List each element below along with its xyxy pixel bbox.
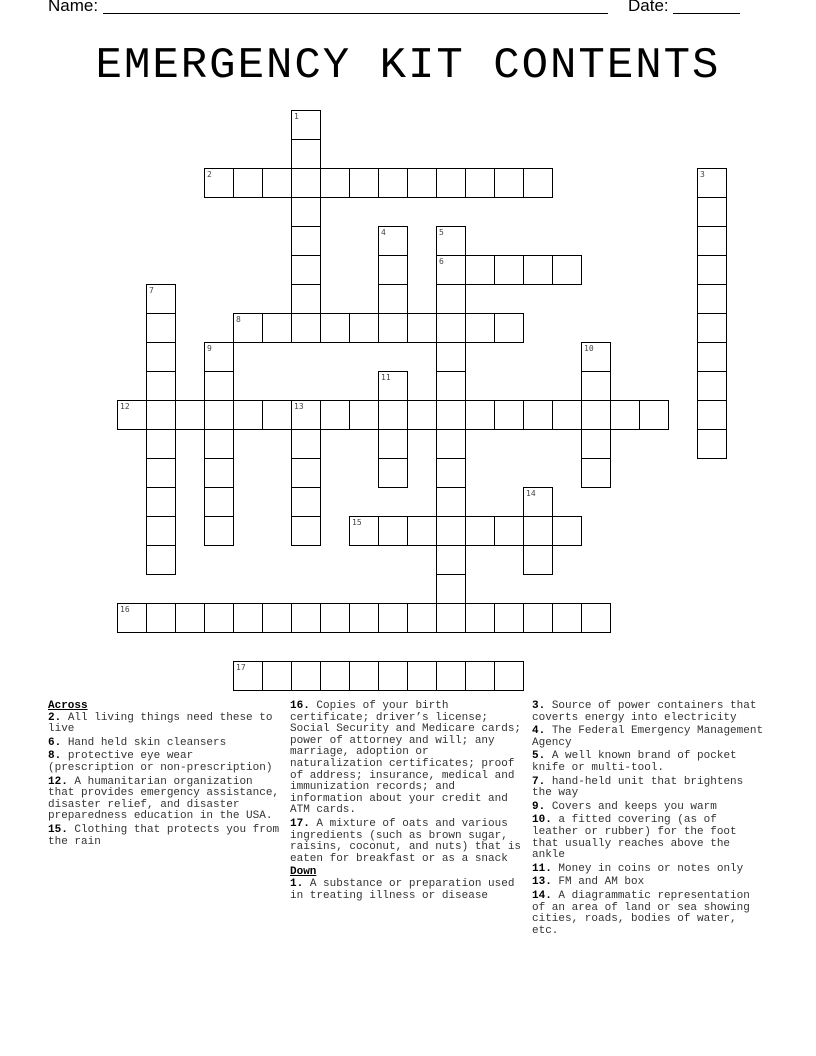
grid-cell[interactable]	[378, 400, 408, 430]
grid-cell[interactable]	[146, 516, 176, 546]
cell-number: 7	[149, 286, 154, 295]
down-clue	[532, 877, 768, 889]
grid-cell[interactable]	[697, 429, 727, 459]
grid-cell[interactable]	[378, 168, 408, 198]
grid-cell[interactable]	[117, 603, 147, 633]
cell-number: 13	[294, 402, 304, 411]
grid-cell[interactable]	[697, 168, 727, 198]
grid-cell[interactable]	[523, 516, 553, 546]
cell-number: 10	[584, 344, 594, 353]
clue-number: 1.	[290, 877, 304, 890]
grid-cell[interactable]	[494, 661, 524, 691]
grid-cell[interactable]	[378, 661, 408, 691]
grid-cell[interactable]	[523, 255, 553, 285]
down-clue	[532, 751, 768, 774]
cell-number: 4	[381, 228, 386, 237]
cell-number: 9	[207, 344, 212, 353]
clue-number: 14.	[532, 889, 552, 902]
cell-number: 12	[120, 402, 130, 411]
grid-cell[interactable]	[494, 255, 524, 285]
clue-number: 7.	[532, 775, 546, 788]
grid-cell[interactable]	[523, 168, 553, 198]
grid-cell[interactable]	[465, 661, 495, 691]
grid-cell[interactable]	[465, 168, 495, 198]
grid-cell[interactable]	[291, 284, 321, 314]
page-title: EMERGENCY KIT CONTENTS	[95, 41, 721, 91]
cell-number: 8	[236, 315, 241, 324]
grid-cell[interactable]	[436, 661, 466, 691]
grid-cell[interactable]	[349, 661, 379, 691]
clue-text: Hand held skin cleansers	[67, 736, 227, 749]
clue-number: 11.	[532, 862, 552, 875]
grid-cell[interactable]	[639, 400, 669, 430]
clue-text: A substance or preparation used in treating illness or disease	[290, 877, 515, 902]
grid-cell[interactable]	[494, 313, 524, 343]
clue-number: 6.	[48, 736, 62, 749]
down-clue	[532, 802, 768, 814]
grid-cell[interactable]	[204, 400, 234, 430]
clue-text: hand-held unit that brightens the way	[532, 775, 744, 800]
grid-cell[interactable]	[320, 400, 350, 430]
grid-cell[interactable]	[523, 487, 553, 517]
grid-cell[interactable]	[349, 313, 379, 343]
clue-text: All living things need these to live	[48, 711, 273, 736]
clue-number: 15.	[48, 823, 68, 836]
grid-cell[interactable]	[291, 516, 321, 546]
clue-number: 16.	[290, 700, 310, 712]
cell-number: 1	[294, 112, 299, 121]
down-clue	[290, 879, 522, 902]
down-clue	[532, 701, 768, 724]
clue-text: Clothing that protects you from the rain	[48, 823, 280, 848]
grid-cell[interactable]	[436, 255, 466, 285]
clue-number: 5.	[532, 750, 546, 763]
grid-cell[interactable]	[117, 400, 147, 430]
grid-cell[interactable]	[581, 400, 611, 430]
grid-cell[interactable]	[494, 400, 524, 430]
grid-cell[interactable]	[233, 168, 263, 198]
grid-cell[interactable]	[581, 429, 611, 459]
grid-cell[interactable]	[320, 661, 350, 691]
clue-text: Covers and keeps you warm	[551, 800, 717, 813]
grid-cell[interactable]	[349, 516, 379, 546]
grid-cell[interactable]	[552, 255, 582, 285]
clue-text: A humanitarian organization that provides emergency assistance, disaster relief, and disaster preparedness education in the USA.	[48, 775, 280, 823]
grid-cell[interactable]	[407, 313, 437, 343]
grid-cell[interactable]	[233, 400, 263, 430]
grid-cell[interactable]	[233, 661, 263, 691]
clue-text: a fitted covering (as of leather or rubber) for the foot that usually reaches above the ankle	[532, 814, 737, 862]
grid-cell[interactable]	[465, 255, 495, 285]
clue-number: 17.	[290, 817, 310, 830]
date-label: Date:	[628, 0, 669, 15]
grid-cell[interactable]	[697, 371, 727, 401]
grid-cell[interactable]	[291, 313, 321, 343]
grid-cell[interactable]	[436, 371, 466, 401]
grid-cell[interactable]	[436, 545, 466, 575]
grid-cell[interactable]	[204, 458, 234, 488]
grid-cell[interactable]	[697, 284, 727, 314]
grid-cell[interactable]	[262, 661, 292, 691]
grid-cell[interactable]	[465, 516, 495, 546]
grid-cell[interactable]	[407, 168, 437, 198]
grid-cell[interactable]	[552, 516, 582, 546]
grid-cell[interactable]	[581, 371, 611, 401]
grid-cell[interactable]	[146, 487, 176, 517]
name-label: Name:	[48, 0, 99, 15]
clue-text: FM and AM box	[558, 876, 645, 889]
grid-cell[interactable]	[204, 603, 234, 633]
across-clue	[48, 713, 280, 736]
grid-cell[interactable]	[349, 400, 379, 430]
down-clue	[532, 726, 768, 749]
grid-cell[interactable]	[523, 400, 553, 430]
grid-cell[interactable]	[146, 545, 176, 575]
grid-cell[interactable]	[581, 458, 611, 488]
grid-cell[interactable]	[378, 313, 408, 343]
clue-text: A diagrammatic representation of an area of land or sea showing cities, roads, bodies of water, etc.	[532, 889, 750, 937]
grid-cell[interactable]	[436, 284, 466, 314]
grid-cell[interactable]	[291, 400, 321, 430]
grid-cell[interactable]	[146, 342, 176, 372]
cell-number: 17	[236, 663, 246, 672]
cell-number: 6	[439, 257, 444, 266]
grid-cell[interactable]	[291, 458, 321, 488]
grid-cell[interactable]	[436, 516, 466, 546]
grid-cell[interactable]	[465, 400, 495, 430]
grid-cell[interactable]	[291, 168, 321, 198]
grid-cell[interactable]	[291, 429, 321, 459]
down-clue	[532, 864, 768, 876]
grid-cell[interactable]	[436, 226, 466, 256]
cell-number: 16	[120, 605, 130, 614]
clues-column-2	[290, 701, 522, 904]
grid-cell[interactable]	[436, 458, 466, 488]
grid-cell[interactable]	[146, 429, 176, 459]
grid-cell[interactable]	[697, 400, 727, 430]
grid-cell[interactable]	[349, 603, 379, 633]
clue-text: A well known brand of pocket knife or multi-tool.	[532, 750, 737, 774]
grid-cell[interactable]	[175, 400, 205, 430]
grid-cell[interactable]	[552, 603, 582, 633]
grid-cell[interactable]	[204, 487, 234, 517]
grid-cell[interactable]	[494, 603, 524, 633]
grid-cell[interactable]	[436, 487, 466, 517]
across-clue	[290, 701, 522, 817]
grid-cell[interactable]	[697, 342, 727, 372]
grid-cell[interactable]	[262, 313, 292, 343]
grid-cell[interactable]	[291, 487, 321, 517]
grid-cell[interactable]	[581, 342, 611, 372]
grid-cell[interactable]	[378, 516, 408, 546]
grid-cell[interactable]	[436, 168, 466, 198]
grid-cell[interactable]	[146, 284, 176, 314]
cell-number: 14	[526, 489, 536, 498]
grid-cell[interactable]	[436, 574, 466, 604]
grid-cell[interactable]	[262, 168, 292, 198]
grid-cell[interactable]	[291, 603, 321, 633]
grid-cell[interactable]	[378, 255, 408, 285]
grid-cell[interactable]	[436, 400, 466, 430]
grid-cell[interactable]	[146, 313, 176, 343]
clue-text: Source of power containers that coverts energy into electricity	[532, 700, 757, 724]
cell-number: 2	[207, 170, 212, 179]
down-heading: Down	[290, 866, 317, 879]
grid-cell[interactable]	[291, 110, 321, 140]
across-clue	[48, 751, 280, 774]
across-clue	[290, 819, 522, 865]
grid-cell[interactable]	[233, 313, 263, 343]
grid-cell[interactable]	[436, 429, 466, 459]
clue-text: Copies of your birth certificate; driver’s license; Social Security and Medicare cards; power of attorney and will; any marriage, adoption or naturalization certificates; proof of address; insurance, medical and immunization records; and information about your credit and ATM cards.	[290, 700, 522, 817]
grid-cell[interactable]	[697, 313, 727, 343]
grid-cell[interactable]	[262, 603, 292, 633]
grid-cell[interactable]	[494, 168, 524, 198]
grid-cell[interactable]	[291, 255, 321, 285]
grid-cell[interactable]	[436, 313, 466, 343]
grid-cell[interactable]	[407, 661, 437, 691]
grid-cell[interactable]	[378, 429, 408, 459]
clue-number: 10.	[532, 814, 552, 827]
grid-cell[interactable]	[697, 226, 727, 256]
grid-cell[interactable]	[552, 400, 582, 430]
cell-number: 3	[700, 170, 705, 179]
grid-cell[interactable]	[378, 226, 408, 256]
grid-cell[interactable]	[320, 168, 350, 198]
clue-text: Money in coins or notes only	[558, 862, 744, 875]
clue-number: 8.	[48, 750, 62, 763]
across-clue	[48, 738, 280, 750]
grid-cell[interactable]	[204, 429, 234, 459]
grid-cell[interactable]	[697, 197, 727, 227]
grid-cell[interactable]	[233, 603, 263, 633]
clue-number: 4.	[532, 725, 546, 738]
grid-cell[interactable]	[262, 400, 292, 430]
cell-number: 15	[352, 518, 362, 527]
grid-cell[interactable]	[146, 371, 176, 401]
down-clue	[532, 777, 768, 800]
grid-cell[interactable]	[436, 603, 466, 633]
clue-text: A mixture of oats and various ingredients (such as brown sugar, raisins, coconut, and nuts) that is eaten for breakfast or as a snack	[290, 817, 522, 865]
down-clue	[532, 815, 768, 861]
grid-cell[interactable]	[407, 516, 437, 546]
grid-cell[interactable]	[378, 284, 408, 314]
clue-text: protective eye wear (prescription or non-prescription)	[48, 750, 273, 774]
grid-cell[interactable]	[291, 661, 321, 691]
grid-cell[interactable]	[610, 400, 640, 430]
clue-text: The Federal Emergency Management Agency	[532, 725, 764, 749]
grid-cell[interactable]	[436, 342, 466, 372]
grid-cell[interactable]	[320, 313, 350, 343]
grid-cell[interactable]	[146, 603, 176, 633]
clues-column-1	[48, 701, 280, 850]
clue-number: 3.	[532, 700, 546, 712]
grid-cell[interactable]	[494, 516, 524, 546]
down-clue	[532, 891, 768, 937]
clue-number: 13.	[532, 876, 552, 889]
grid-cell[interactable]	[378, 458, 408, 488]
grid-cell[interactable]	[320, 603, 350, 633]
grid-cell[interactable]	[697, 255, 727, 285]
grid-cell[interactable]	[523, 545, 553, 575]
grid-cell[interactable]	[465, 603, 495, 633]
cell-number: 5	[439, 228, 444, 237]
grid-cell[interactable]	[291, 139, 321, 169]
clues-column-3	[532, 701, 768, 939]
grid-cell[interactable]	[146, 400, 176, 430]
across-heading: Across	[48, 700, 88, 712]
clue-number: 2.	[48, 711, 62, 724]
grid-cell[interactable]	[581, 603, 611, 633]
grid-cell[interactable]	[291, 226, 321, 256]
grid-cell[interactable]	[378, 603, 408, 633]
clue-number: 9.	[532, 800, 546, 813]
grid-cell[interactable]	[204, 342, 234, 372]
grid-cell[interactable]	[204, 168, 234, 198]
grid-cell[interactable]	[349, 168, 379, 198]
grid-cell[interactable]	[291, 197, 321, 227]
clue-number: 12.	[48, 775, 68, 788]
grid-cell[interactable]	[204, 371, 234, 401]
grid-cell[interactable]	[407, 603, 437, 633]
across-clue	[48, 777, 280, 823]
grid-cell[interactable]	[465, 313, 495, 343]
grid-cell[interactable]	[204, 516, 234, 546]
grid-cell[interactable]	[378, 371, 408, 401]
across-clue	[48, 825, 280, 848]
grid-cell[interactable]	[146, 458, 176, 488]
grid-cell[interactable]	[407, 400, 437, 430]
grid-cell[interactable]	[175, 603, 205, 633]
grid-cell[interactable]	[523, 603, 553, 633]
cell-number: 11	[381, 373, 391, 382]
